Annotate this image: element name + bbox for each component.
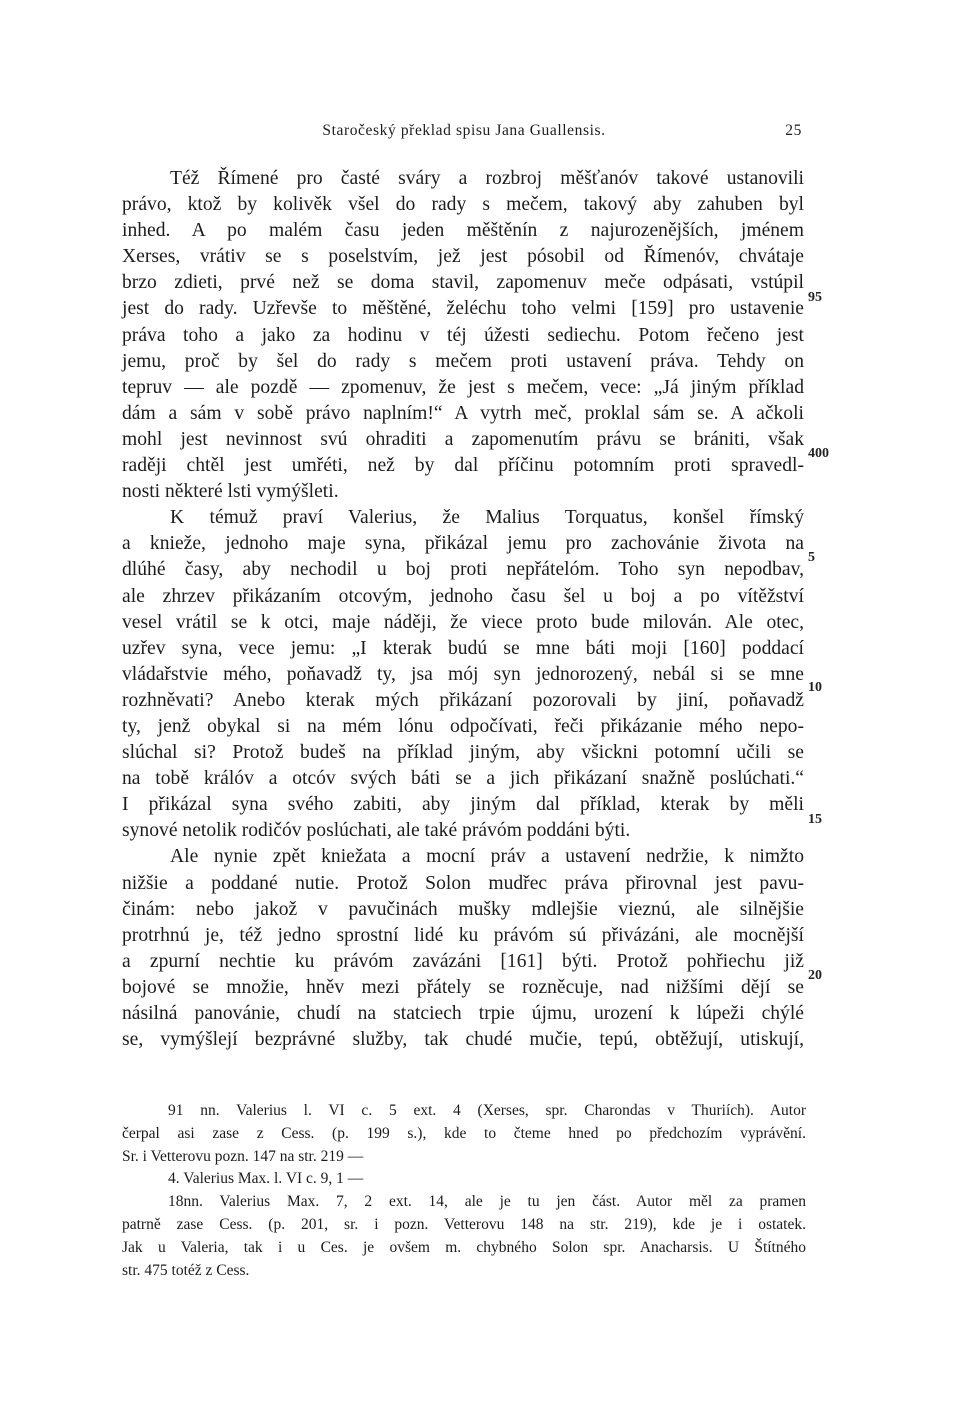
text-line: jest do rady. Uzřevše to měštěné, želéchu toho velmi [159] pro ustavenie	[122, 298, 804, 320]
text-line: se, vymýšlejí bezprávné služby, tak chudé mučie, tepú, obtěžují, utiskují,	[122, 1029, 804, 1051]
text-line: práva toho a jako za hodinu v téj úžesti sediechu. Potom řečeno jest	[122, 324, 804, 346]
text-line: Xerses, vrátiv se s poselstvím, jež jest pósobil od Římenóv, chvátaje	[122, 246, 804, 268]
footnote-line: str. 475 totéž z Cess.	[122, 1261, 250, 1279]
text-line: vládařstvie mého, poňavadž ty, jsa mój syn jednorozený, nebál si se mne	[122, 663, 804, 685]
text-line: právo, ktož by kolivěk všel do rady s mečem, takový aby zahuben byl	[122, 194, 804, 216]
text-line: a knieže, jednoho maje syna, přikázal jemu pro zachovánie života na	[122, 533, 804, 555]
paragraph-2	[122, 505, 804, 844]
footnote-line: 91 nn. Valerius l. VI c. 5 ext. 4 (Xerses, spr. Charondas v Thuriích). Autor	[168, 1102, 806, 1119]
line-number-400: 400	[808, 446, 829, 461]
text-line: uzřev syna, vece jemu: „I kterak budú se mne báti moji [160] poddací	[122, 637, 804, 659]
text-line: násilná panovánie, chudí na statciech trpie újmu, urození k lúpeži chýlé	[122, 1003, 804, 1024]
line-number-10: 10	[808, 680, 822, 695]
text-line: inhed. A po malém času jeden měštěnín z najurozenějších, jménem	[122, 220, 804, 242]
running-head	[124, 122, 804, 146]
text-line: synové netolik rodičóv poslúchati, ale také právóm poddáni býti.	[122, 820, 631, 842]
footnote-line: 4. Valerius Max. l. VI c. 9, 1 —	[168, 1170, 364, 1188]
text-line: raději chtěl jest umřéti, než by dal příčinu potomním proti spravedl-	[122, 455, 804, 477]
text-line: brzo zdieti, prvé než se doma stavil, zapomenuv meče odpásati, vstúpil	[122, 272, 804, 294]
text-line: Též Římené pro časté sváry a rozbroj měšťanóv takové ustanovili	[170, 168, 804, 189]
footnote-line: 18nn. Valerius Max. 7, 2 ext. 14, ale je tu jen část. Autor měl za pramen	[168, 1193, 806, 1211]
text-line: dlúhé časy, aby nechodil u boj proti nepřátelóm. Toho syn nepodbav,	[122, 559, 804, 581]
footnote-line: Jak u Valeria, tak i u Ces. je ovšem m. chybného Solon spr. Anacharsis. U Štítného	[122, 1238, 806, 1256]
running-title: Staročeský překlad spisu Jana Guallensis.	[322, 122, 606, 139]
text-line: protrhnú je, též jedno sprostní lidé ku právóm sú přivázáni, ale mocnější	[122, 924, 804, 946]
text-line: rozhněvati? Anebo kterak mých přikázaní pozorovali by jiní, poňavadž	[122, 689, 804, 711]
text-line: nosti některé lsti vymýšleti.	[122, 481, 339, 503]
text-line: mohl jest nevinnost svú ohraditi a zapomenutím právu se brániti, však	[122, 428, 804, 450]
text-line: slúchal si? Protož budeš na příklad jiným, aby všickni potomní učili se	[122, 742, 804, 764]
text-line: jemu, proč by šel do rady s mečem proti ustavení práva. Tehdy on	[122, 350, 804, 372]
text-line: bojové se množie, hněv mezi přátely se rozněcuje, nad nižšími dějí se	[122, 976, 804, 998]
text-line: a zpurní nechtie ku právóm zavázáni [161] býti. Protož pohřiechu již	[122, 950, 804, 972]
footnotes	[122, 1100, 806, 1282]
text-line: nižšie a poddané nutie. Protož Solon mudřec práva přirovnal jest pavu-	[122, 872, 804, 894]
paragraph-3	[122, 844, 804, 1053]
page-number: 25	[785, 122, 802, 139]
text-line: I přikázal syna svého zabiti, aby jiným dal příklad, kterak by měli	[122, 794, 804, 816]
footnote-line: čerpal asi zase z Cess. (p. 199 s.), kde to čteme hned po předchozím vyprávění.	[122, 1124, 806, 1142]
text-line: Ale nynie zpět kniežata a mocní práv a ustavení nedržie, k nimžto	[170, 846, 804, 868]
body-text	[122, 166, 804, 1053]
line-number-5: 5	[808, 550, 815, 565]
text-line: na tobě králóv a otcóv svých báti se a jich přikázaní snažně poslúchati.“	[122, 768, 804, 790]
line-number-15: 15	[808, 812, 822, 827]
footnote-line: patrně zase Cess. (p. 201, sr. i pozn. Vetterovu 148 na str. 219), kde je i ostatek.	[122, 1215, 806, 1233]
paragraph-1	[122, 166, 804, 505]
text-line: ale zhrzev přikázaním otcovým, jednoho času šel u boj a po vítěžství	[122, 585, 804, 607]
text-line: K témuž praví Valerius, že Malius Torquatus, konšel římský	[170, 507, 804, 529]
text-line: ty, jenž obykal si na mém lónu odpočívati, řeči přikázanie mého nepo-	[122, 715, 804, 737]
line-number-95: 95	[808, 290, 822, 305]
text-line: činám: nebo jakož v pavučinách mušky mdlejšie vieznú, ale silnějšie	[122, 898, 804, 920]
line-number-20: 20	[808, 968, 822, 983]
footnote-line: Sr. i Vetterovu pozn. 147 na str. 219 —	[122, 1147, 364, 1165]
text-line: dám a sám v sobě právo naplním!“ A vytrh meč, proklal sám se. A ačkoli	[122, 402, 804, 424]
text-line: tepruv — ale pozdě — zpomenuv, že jest s mečem, vece: „Já jiným příklad	[122, 376, 804, 398]
text-line: vesel vrátil se k otci, maje náději, že viece proto bude milován. Ale otec,	[122, 611, 804, 633]
